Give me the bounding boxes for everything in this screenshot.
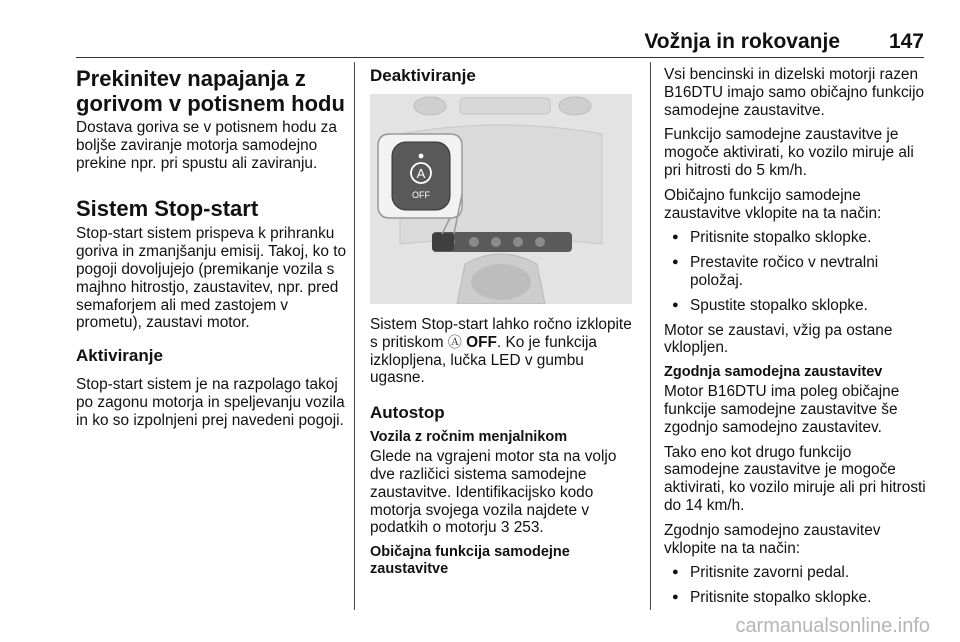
paragraph-manual-transmission: Glede na vgrajeni motor sta na voljo dve različici sistema samodejne zaustavitve. Identifikacijsko kodo motorja svojega vozila najdete v podatkih o motorju 3 253. <box>370 448 617 537</box>
console-illustration <box>370 94 632 304</box>
off-label: OFF <box>466 333 497 351</box>
page-ref-icon: 3 <box>500 519 510 537</box>
paragraph-both-functions: Tako eno kot drugo funkcijo samodejne zaustavitve je mogoče aktivirati, ko vozilo miruje ali pri hitrosti do 14 km/h. <box>664 443 926 514</box>
page-number: 147 <box>888 30 924 53</box>
heading-deactivation: Deaktiviranje <box>370 66 476 85</box>
page-ref-link[interactable]: 253. <box>513 519 544 537</box>
paragraph-stop-start: Stop-start sistem prispeva k prihranku goriva in zmanjšanju emisij. Takoj, ko to pogoji dovoljujejo (premikanje vozila s majhno hitrostjo, zaustavitev, npr. pred semaforjem ali med zastojem v prometu), zaustavi motor. <box>76 225 347 332</box>
paragraph-activation-speed: Funkcijo samodejne zaustavitve je mogoče aktivirati, ko vozilo miruje ali pri hitrosti do 5 km/h. <box>664 126 914 179</box>
paragraph-b16dtu: Motor B16DTU ima poleg običajne funkcije samodejne zaustavitve še zgodnjo samodejno zaustavitev. <box>664 383 900 436</box>
list-item: ● Pritisnite zavorni pedal. <box>664 564 930 582</box>
column-2 <box>370 66 638 580</box>
header-divider <box>76 57 924 58</box>
steps-normal-autostop <box>664 229 930 314</box>
list-item: ● Pritisnite stopalko sklopke. <box>664 589 930 607</box>
off-button-label: OFF <box>412 190 430 200</box>
chapter-title: Vožnja in rokovanje <box>644 30 840 53</box>
heading-fuel-cutoff: Prekinitev napajanja z gorivom v potisnem hodu <box>76 66 345 116</box>
steps-early-autostop <box>664 564 930 607</box>
auto-stop-icon-inline: Ⓐ <box>447 333 462 350</box>
column-3 <box>664 66 930 614</box>
list-item: ● Prestavite ročico v nevtralni položaj. <box>664 254 930 290</box>
paragraph-activation: Stop-start sistem je na razpolago takoj po zagonu motorja in speljevanju vozila in ko so izpolnjeni prej navedeni pogoji. <box>76 376 345 429</box>
column-divider-2 <box>650 62 651 610</box>
auto-stop-icon: A <box>416 166 426 181</box>
page-header <box>0 0 960 60</box>
watermark: carmanualsonline.info <box>735 615 930 637</box>
list-item: ● Pritisnite stopalko sklopke. <box>664 229 930 247</box>
paragraph-fuel-cutoff: Dostava goriva se v potisnem hodu za boljše zaviranje motorja samodejno prekine npr. pri spustu ali zaviranju. <box>76 119 337 172</box>
list-item: ● Spustite stopalko sklopke. <box>664 297 930 315</box>
heading-normal-autostop: Običajna funkcija samodejne zaustavitve <box>370 544 570 578</box>
heading-autostop: Autostop <box>370 403 445 423</box>
column-1 <box>76 66 348 437</box>
column-divider-1 <box>354 62 355 610</box>
paragraph-deactivation: Sistem Stop-start lahko ročno izklopite s pritiskom Ⓐ OFF. Ko je funkcija izklopljena, lučka LED v gumbu ugasne. <box>370 316 632 387</box>
paragraph-enable-normal: Običajno funkcijo samodejne zaustavitve vklopite na ta način: <box>664 186 882 222</box>
paragraph-enable-early: Zgodnjo samodejno zaustavitev vklopite na ta način: <box>664 521 881 557</box>
heading-activation: Aktiviranje <box>76 346 163 366</box>
heading-manual-transmission: Vozila z ročnim menjalnikom <box>370 429 568 446</box>
heading-stop-start: Sistem Stop-start <box>76 196 259 222</box>
heading-early-autostop: Zgodnja samodejna zaustavitev <box>664 364 883 381</box>
paragraph-engines: Vsi bencinski in dizelski motorji razen B16DTU imajo samo običajno funkcijo samodejne zaustavitve. <box>664 66 925 119</box>
paragraph-engine-stops: Motor se zaustavi, vžig pa ostane vklopljen. <box>664 321 893 357</box>
